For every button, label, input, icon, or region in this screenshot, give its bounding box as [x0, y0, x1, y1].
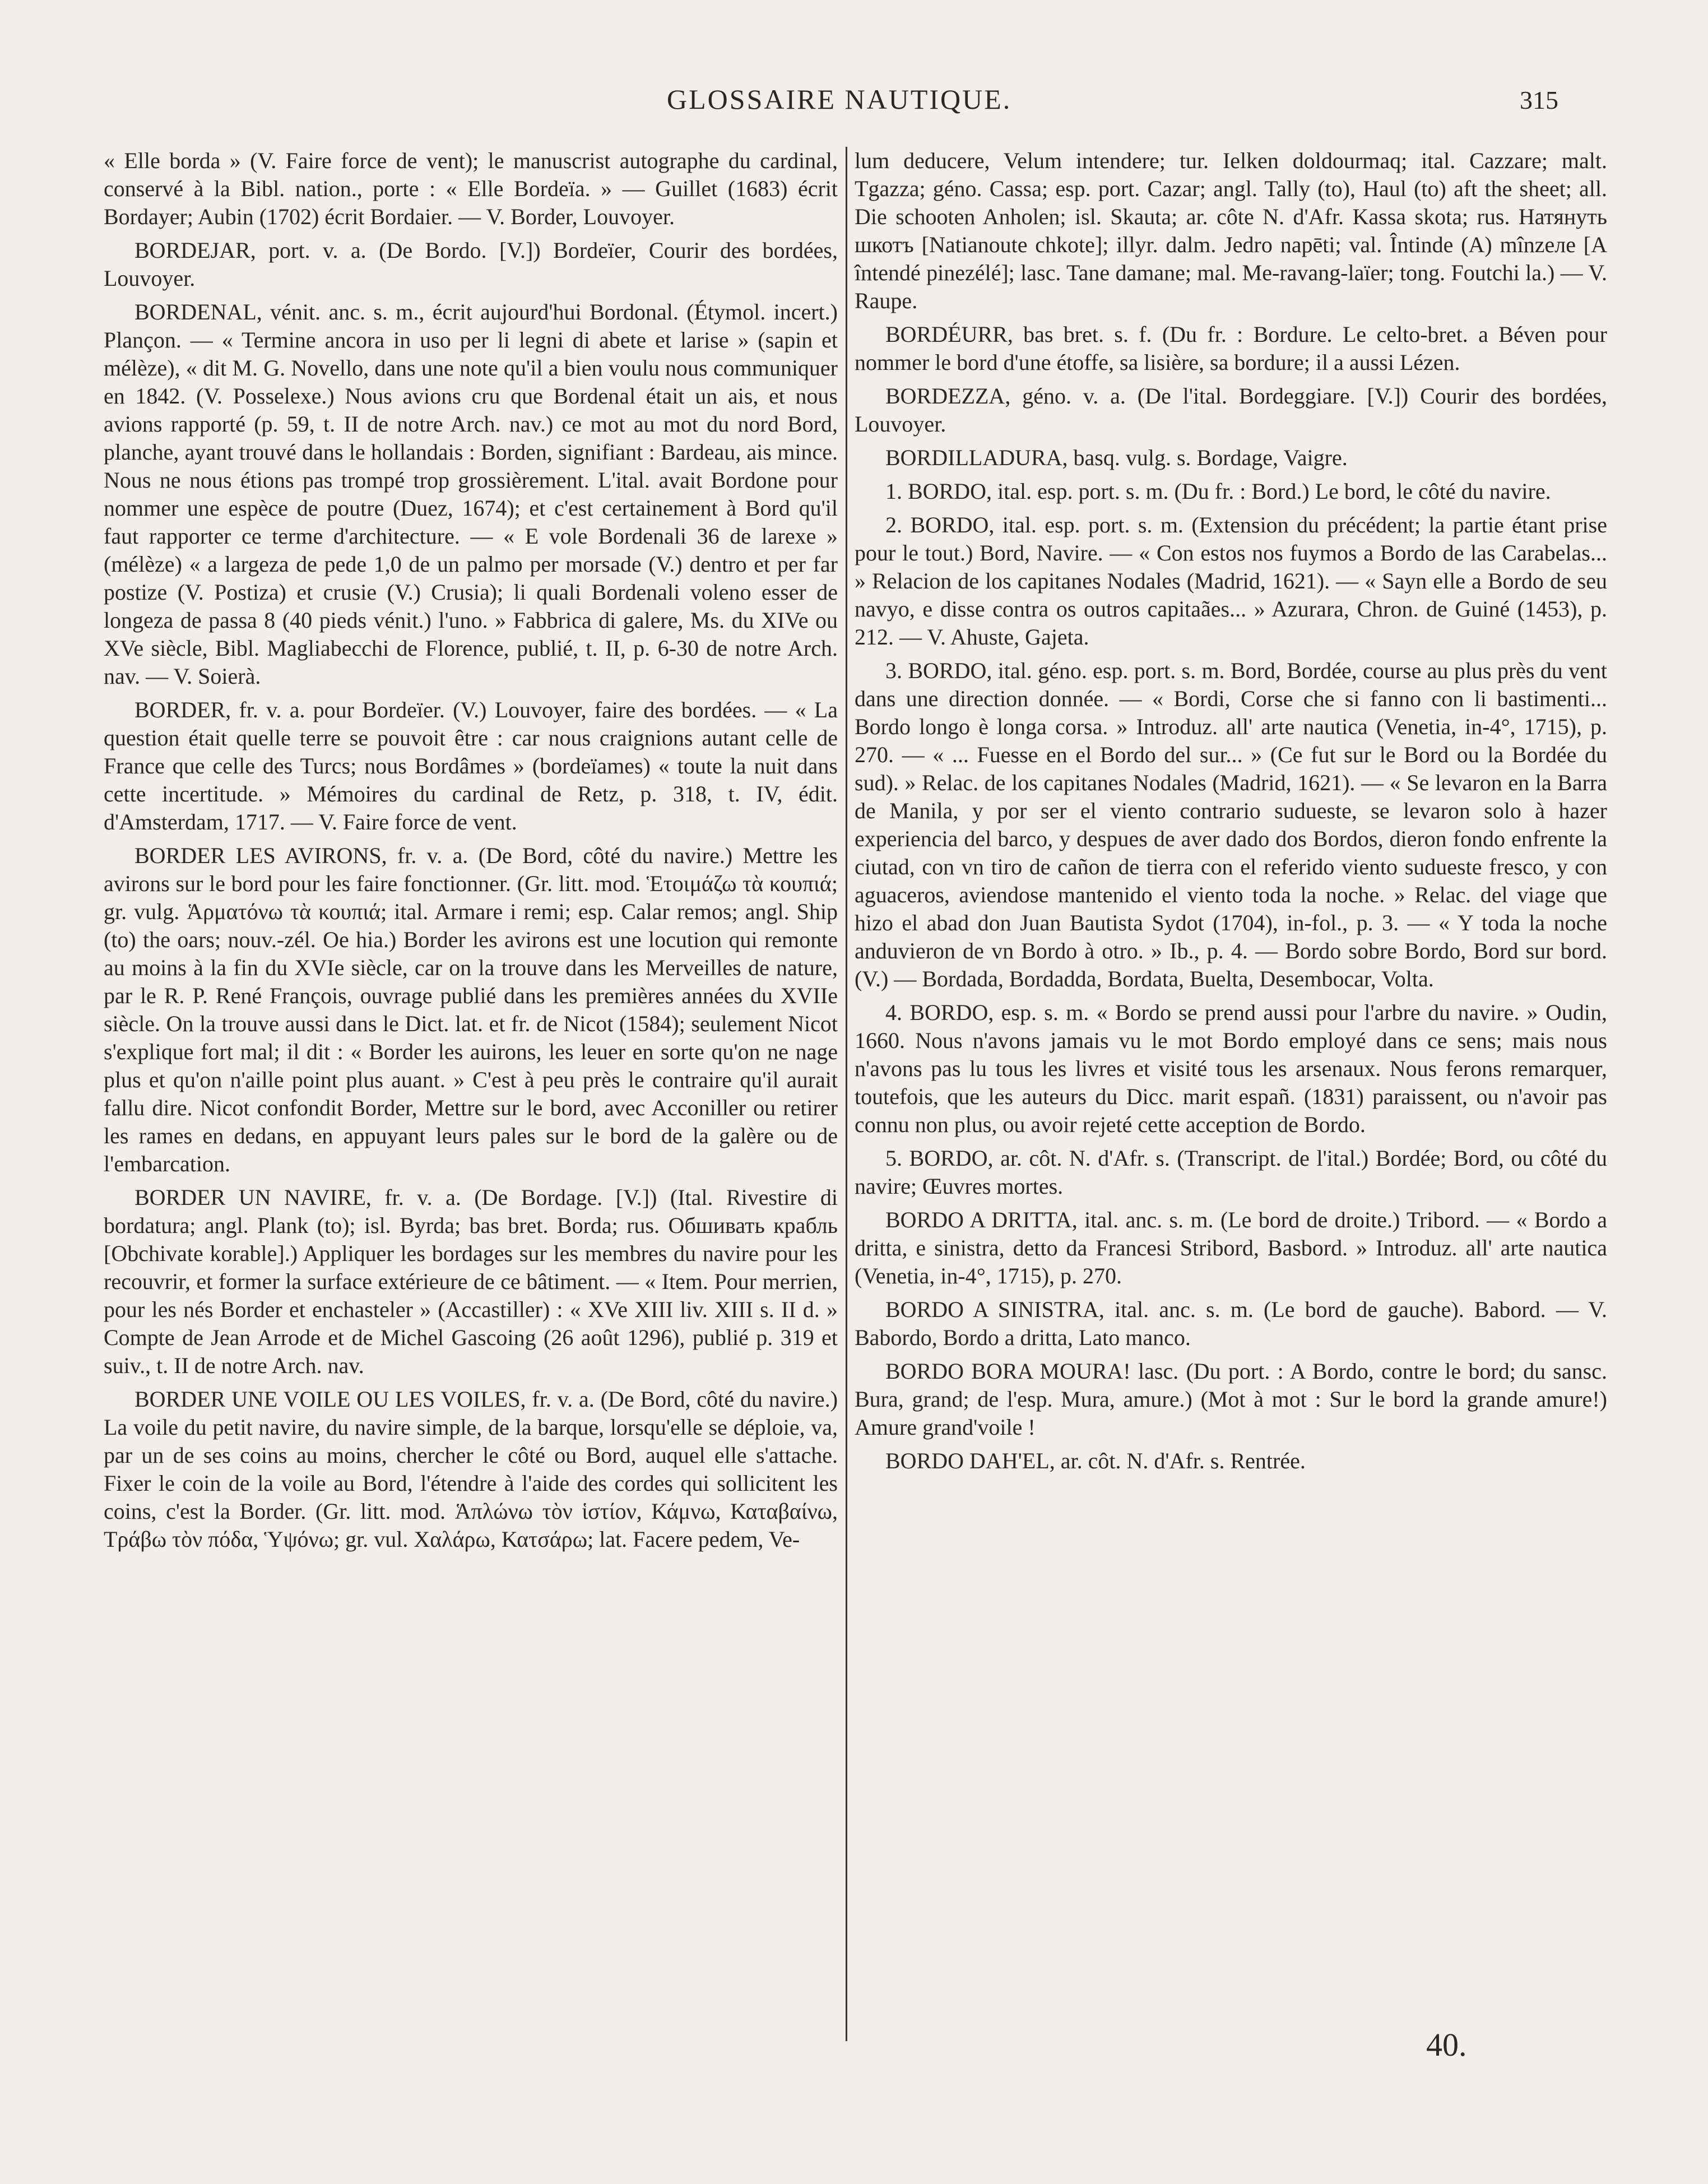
entry-text: , ital. anc. s. m. (Le bord de droite.) Tribord. — « Bordo a dritta, e sinistra, detto da Francesi Stribord, Basbord. » Introduz. all' arte nautica (Venetia, in-4°, 1715), p. 270.	[855, 1207, 1607, 1288]
entry-headword: BORDILLADURA	[885, 445, 1062, 470]
page-number: 315	[1520, 86, 1558, 114]
entry-headword: 4. BORDO	[885, 1000, 988, 1025]
entry-text: , ar. côt. N. d'Afr. s. Rentrée.	[1049, 1448, 1306, 1473]
glossary-entry	[855, 1206, 1607, 1290]
entry-continuation	[104, 147, 838, 231]
glossary-entry	[855, 511, 1607, 651]
entry-text: , fr. v. a. (De Bord, côté du navire.) La voile du petit navire, du navire simple, de la barque, lorsqu'elle se déploie, va, par un de ses coins au moins, chercher le côté ou Bord, auquel elle s'attache. Fixer le coin de la voile au Bord, l'étendre à l'aide des cordes qui sollicitent les coins, c'est la Border. (Gr. litt. mod. Ἁπλώνω τὸν ἱστίον, Κάμνω, Καταβαίνω, Τράβω τὸν πόδα, Ὑψόνω; gr. vul. Χαλάρω, Κατσάρω; lat. Facere pedem, Ve-	[104, 1387, 838, 1552]
entry-text: lasc. (Du port. : A Bordo, contre le bord; du sansc. Bura, grand; de l'esp. Mura, amure.) (Mot à mot : Sur le bord la grande amure!) Amure grand'voile !	[855, 1358, 1608, 1440]
glossary-entry	[104, 237, 838, 293]
glossary-entry	[104, 1385, 838, 1554]
glossary-entry	[104, 298, 838, 690]
glossary-entry	[855, 1447, 1607, 1475]
right-column	[855, 147, 1607, 1481]
entry-text: « Elle borda » (V. Faire force de vent); le manuscrist autographe du cardinal, conservé à la Bibl. nation., porte : « Elle Bordeïa. » — Guillet (1683) écrit Bordayer; Aubin (1702) écrit Bordaier. — V. Border, Louvoyer.	[104, 148, 838, 229]
entry-headword: BORDO A SINISTRA	[885, 1297, 1099, 1322]
entry-text: , ar. côt. N. d'Afr. s. (Transcript. de l'ital.) Bordée; Bord, ou côté du navire; Œuvres mortes.	[855, 1146, 1607, 1199]
glossary-entry	[855, 321, 1607, 377]
glossary-entry	[855, 1144, 1607, 1200]
glossary-entry	[855, 1296, 1607, 1352]
entry-text: , fr. v. a. pour Bordeïer. (V.) Louvoyer, faire des bordées. — « La question était quelle terre se pouvoit être : car nous craignions autant celle de France que celle des Turcs; nous Bordâmes » (bordeïames) « toute la nuit dans cette incertitude. » Mémoires du cardinal de Retz, p. 318, t. IV, édit. d'Amsterdam, 1717. — V. Faire force de vent.	[104, 697, 838, 834]
glossary-entry	[104, 842, 838, 1178]
entry-text: , ital. géno. esp. port. s. m. Bord, Bordée, course au plus près du vent dans une direction donnée. — « Bordi, Corse che si fanno con li bastimenti... Bordo longo è longa corsa. » Introduz. all' arte nautica (Venetia, in-4°, 1715), p. 270. — « ... Fuesse en el Bordo del sur... » (Ce fut sur le Bord ou la Bordée du sud). » Relac. de los capitanes Nodales (Madrid, 1621). — « Se levaron en la Barra de Manila, y por ser el viento contrario sudueste, se levaron solo à hazer experiencia del barco, y despues de aver dado dos Bordos, dieron fondo enfrente la ciutad, con vn tiro de cañon de tierra con el referido viento sudueste fresco, y con aguaceros, aviendose mantenido el viento toda la noche. » Relac. del viage que hizo el abad don Juan Bautista Sydot (1704), in-fol., p. 3. — « Y toda la noche anduvieron de vn Bordo à otro. » Ib., p. 4. — Bordo sobre Bordo, Bord sur bord. (V.) — Bordada, Bordadda, Bordata, Buelta, Desembocar, Volta.	[855, 658, 1607, 991]
entry-text: , géno. v. a. (De l'ital. Bordeggiare. [V.]) Courir des bordées, Louvoyer.	[855, 383, 1607, 437]
glossary-entry	[855, 1357, 1607, 1441]
glossary-entry	[855, 999, 1607, 1139]
entry-headword: 3. BORDO	[885, 658, 987, 683]
entry-text: , ital. anc. s. m. (Le bord de gauche). Babord. — V. Babordo, Bordo a dritta, Lato manco.	[855, 1297, 1607, 1350]
glossary-entry	[855, 657, 1607, 993]
entry-text: , port. v. a. (De Bordo. [V.]) Bordeïer, Courir des bordées, Louvoyer.	[104, 238, 838, 291]
entry-headword: 1. BORDO	[885, 479, 987, 504]
entry-headword: BORDER UNE VOILE OU LES VOILES	[134, 1387, 521, 1412]
entry-headword: 5. BORDO	[885, 1146, 988, 1171]
entry-text: , basq. vulg. s. Bordage, Vaigre.	[1062, 445, 1348, 470]
column-divider	[846, 147, 847, 2041]
glossary-entry	[855, 444, 1607, 472]
entry-text: , fr. v. a. (De Bord, côté du navire.) Mettre les avirons sur le bord pour les faire fonctionner. (Gr. litt. mod. Ἑτοιμάζω τὰ κουπιά; gr. vulg. Ἁρματόνω τὰ κουπιά; ital. Armare i remi; esp. Calar remos; angl. Ship (to) the oars; nouv.-zél. Oe hia.) Border les avirons est une locution qui remonte au moins à la fin du XVIe siècle, car on la trouve dans les Merveilles de nature, par le R. P. René François, ouvrage publié dans les premières années du XVIIe siècle. On la trouve aussi dans le Dict. lat. et fr. de Nicot (1584); seulement Nicot s'explique fort mal; il dit : « Border les auirons, les leuer en sorte qu'on ne nage plus et qu'on n'aille point plus auant. » C'est à peu près le contraire qu'il aurait fallu dire. Nicot confondit Border, Mettre sur le bord, avec Acconiller ou retirer les rames en dedans, en appuyant leurs pales sur le bord de la galère ou de l'embarcation.	[104, 843, 838, 1176]
entry-text: , vénit. anc. s. m., écrit aujourd'hui Bordonal. (Étymol. incert.) Plançon. — « Termine ancora in uso per li legni di abete et larise » (sapin et mélèze), « dit M. G. Novello, dans une note qu'il a bien voulu nous communiquer en 1842. (V. Posselexe.) Nous avions cru que Bordenal était un ais, et nous avions rapporté (p. 59, t. II de notre Arch. nav.) ce mot au mot du nord Bord, planche, ayant trouvé dans le hollandais : Borden, signifiant : Bardeau, ais mince. Nous ne nous étions pas trompé trop grossièrement. L'ital. avait Bordone pour nommer une espèce de poutre (Duez, 1674); et c'est certainement à Bord qu'il faut rapporter ce terme d'architecture. — « E vole Bordenali 36 de larexe » (mélèze) « a largeza de pede 1,0 de un palmo per morsade (V.) dentro et per far postize (V. Postiza) et crusie (V.) Crusia); li quali Bordenali voleno esser de longeza de passa 8 (40 pieds vénit.) l'uno. » Fabbrica di galere, Ms. du XIVe ou XVe siècle, Bibl. Magliabecchi de Florence, publié, t. II, p. 6-30 de notre Arch. nav. — V. Soierà.	[104, 299, 838, 689]
entry-headword: BORDO DAH'EL	[885, 1448, 1050, 1473]
entry-continuation	[855, 147, 1607, 315]
entry-headword: BORDENAL	[134, 299, 257, 324]
glossary-entry	[855, 477, 1607, 506]
glossary-entry	[104, 1184, 838, 1380]
entry-headword: BORDER	[134, 697, 226, 722]
entry-text: , ital. esp. port. s. m. (Extension du précédent; la partie étant prise pour le tout.) Bord, Navire. — « Con estos nos fuymos a Bordo de las Carabelas... » Relacion de los capitanes Nodales (Madrid, 1621). — « Sayn elle a Bordo de seu navyo, e disse contra os outros capitaães... » Azurara, Chron. de Guiné (1453), p. 212. — V. Ahuste, Gajeta.	[855, 512, 1607, 650]
glossary-entry	[104, 696, 838, 836]
entry-text: , bas bret. s. f. (Du fr. : Bordure. Le celto-bret. a Béven pour nommer le bord d'une étoffe, sa lisière, sa bordure; il a aussi Lézen.	[855, 322, 1607, 375]
signature-mark: 40.	[1426, 2027, 1467, 2063]
entry-headword: BORDO BORA MOURA!	[885, 1358, 1131, 1384]
entry-headword: BORDÉURR	[885, 322, 1008, 347]
glossary-entry	[855, 382, 1607, 438]
entry-text: , fr. v. a. (De Bordage. [V.]) (Ital. Rivestire di bordatura; angl. Plank (to); isl. Byrda; bas bret. Borda; rus. Обшивать крабль [Obchivate korable].) Appliquer les bordages sur les membres du navire pour les recouvrir, et former la surface extérieure de ce bâtiment. — « Item. Pour merrien, pour les nés Border et enchasteler » (Accastiller) : « XVe XIII liv. XIII s. II d. » Compte de Jean Arrode et de Michel Gascoing (26 août 1296), publié p. 319 et suiv., t. II de notre Arch. nav.	[104, 1185, 838, 1378]
entry-text: lum deducere, Velum intendere; tur. Ielken doldourmaq; ital. Cazzare; malt. Tgazza; géno. Cassa; esp. port. Cazar; angl. Tally (to), Haul (to) aft the sheet; all. Die schooten Anholen; isl. Skauta; ar. côte N. d'Afr. Kassa skota; rus. Натянуть шкотъ [Natianoute chkote]; illyr. dalm. Jedro napēti; val. Întinde (A) mînzeле [A întendé pinezélé]; lasc. Tane damane; mal. Me-ravang-laïer; tong. Foutchi la.) — V. Raupe.	[855, 148, 1607, 313]
entry-headword: BORDER UN NAVIRE	[134, 1185, 366, 1210]
entry-text: , ital. esp. port. s. m. (Du fr. : Bord.) Le bord, le côté du navire.	[986, 479, 1551, 504]
entry-headword: BORDEZZA	[885, 383, 1005, 409]
running-title: GLOSSAIRE NAUTIQUE.	[667, 84, 1012, 115]
entry-headword: BORDER LES AVIRONS	[134, 843, 382, 868]
entry-text: , esp. s. m. « Bordo se prend aussi pour l'arbre du navire. » Oudin, 1660. Nous n'avons jamais vu le mot Bordo employé dans ce sens; mais nous n'avons pas lu tous les livres et visité tous les arsenaux. Nous ferons remarquer, toutefois, que les auteurs du Dicc. marit españ. (1831) paraissent, ou n'avoir pas connu non plus, ou avoir rejeté cette acception de Bordo.	[855, 1000, 1607, 1137]
entry-headword: BORDO A DRITTA	[885, 1207, 1072, 1232]
entry-headword: BORDEJAR	[134, 238, 250, 263]
left-column	[104, 147, 838, 1559]
entry-headword: 2. BORDO	[885, 512, 989, 537]
